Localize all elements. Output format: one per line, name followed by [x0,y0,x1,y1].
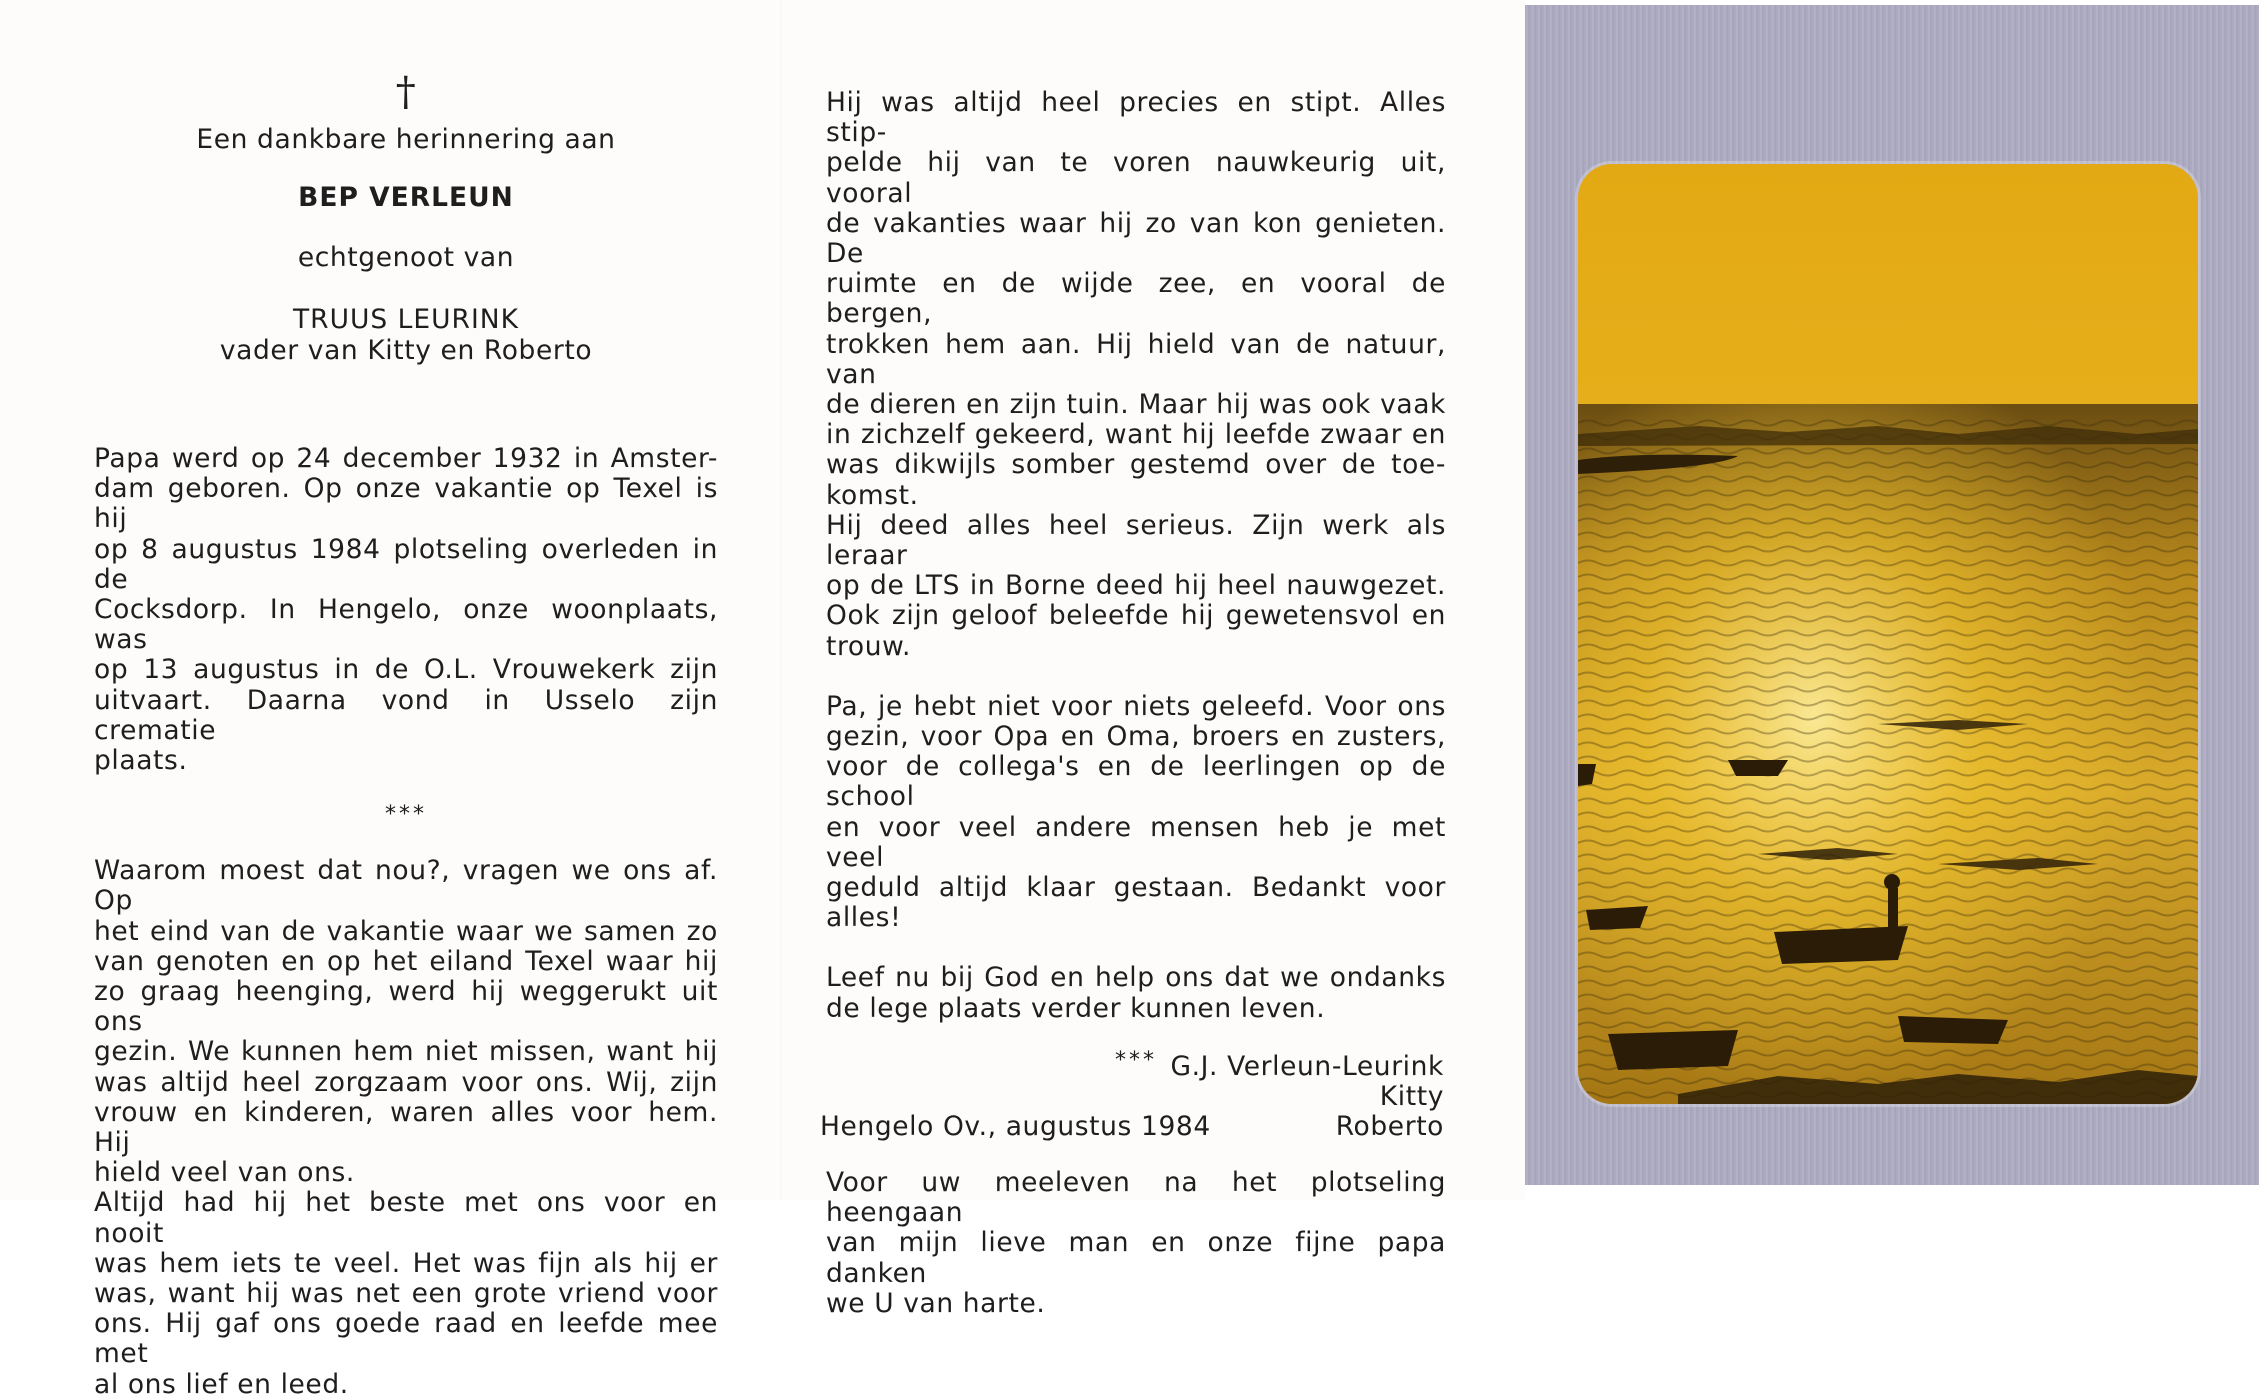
text-line: de dieren en zijn tuin. Maar hij was ook vaak [826,389,1446,421]
text-line: Leef nu bij God en help ons dat we ondanks [826,962,1446,994]
biography-paragraph [94,444,718,776]
text-line: zo graag heenging, werd hij weggerukt uit ons [94,976,718,1038]
boat [1608,1030,1738,1070]
sunset-boats-photo [1578,164,2198,1104]
signer-child-1: Kitty [1379,1081,1444,1112]
text-line: Cocksdorp. In Hengelo, onze woonplaats, was [94,594,718,656]
prayer-paragraph [826,963,1446,1023]
thanks-paragraph [826,1168,1446,1319]
boat-with-fisherman [1774,926,1908,964]
text-line: alles! [826,902,902,934]
spouse-name: TRUUS LEURINK [293,304,519,335]
text-line: was, want hij was net een grote vriend voor [94,1278,718,1310]
signer-child-2: Roberto [1335,1111,1444,1142]
text-line: in zichzelf gekeerd, want hij leefde zwaar en [826,419,1446,451]
text-line: Voor uw meeleven na het plotseling heengaan [826,1166,1446,1229]
text-line: Hij was altijd heel precies en stipt. Alles stip- [826,87,1446,149]
text-line: we U van harte. [826,1287,1046,1319]
cross-icon: † [395,69,417,115]
boat [1728,760,1788,776]
text-line: op 13 augustus in de O.L. Vrouwekerk zijn [94,654,718,686]
text-line: gezin. We kunnen hem niet missen, want hij [94,1036,718,1068]
intro-line: Een dankbare herinnering aan [196,124,616,155]
text-line: pelde hij van te voren nauwkeurig uit, vooral [826,147,1446,209]
text-line: op de LTS in Borne deed hij heel nauwgezet. [826,570,1446,602]
text-line: van genoten en op het eiland Texel waar hij [94,945,718,977]
fisherman-head [1884,874,1900,890]
signature-block [820,1052,1444,1142]
boat [1898,1016,2008,1044]
text-line: gezin, voor Opa en Oma, broers en zusters, [826,721,1446,753]
text-line: Papa werd op 24 december 1932 in Amster- [94,443,718,474]
text-line: komst. [826,479,919,511]
text-line: was altijd heel zorgzaam voor ons. Wij, zijn [94,1066,718,1098]
text-line: al ons lief en leed. [94,1368,349,1400]
text-line: hield veel van ons. [94,1157,355,1189]
card-header [94,70,718,366]
text-line: uitvaart. Daarna vond in Usselo zijn crematie [94,684,718,746]
text-line: van mijn lieve man en onze fijne papa danken [826,1227,1446,1289]
text-line: de vakanties waar hij zo van kon genieten. De [826,207,1446,270]
left-page-text [94,444,718,1400]
text-line: het eind van de vakantie waar we samen zo [94,915,718,947]
text-line: ons. Hij gaf ons goede raad en leefde mee met [94,1308,718,1370]
text-line: Ook zijn geloof beleefde hij gewetensvol en [826,600,1446,632]
text-line: trokken hem aan. Hij hield van de natuur, van [826,328,1446,390]
place-date: Hengelo Ov., augustus 1984 [820,1111,1211,1142]
text-line: trouw. [826,630,911,662]
children-line: vader van Kitty en Roberto [219,335,593,366]
page-fold [780,0,782,1200]
text-line: was hem iets te veel. Het was fijn als hij er [94,1247,718,1279]
text-line: de lege plaats verder kunnen leven. [826,992,1326,1024]
remembrance-paragraph [94,856,718,1400]
boat [1586,906,1648,930]
text-line: en voor veel andere mensen heb je met veel [826,811,1446,873]
text-line: Altijd had hij het beste met ons voor en nooit [94,1187,718,1249]
water-ripples [1578,414,2198,1104]
sea-sunset-illustration [1578,164,2198,1104]
text-line: voor de collega's en de leerlingen op de school [826,751,1446,813]
signer-widow: G.J. Verleun-Leurink [1170,1051,1444,1082]
text-line: Pa, je hebt niet voor niets geleefd. Voor ons [826,690,1446,722]
text-line: ruimte en de wijde zee, en vooral de bergen, [826,268,1446,330]
text-line: Waarom moest dat nou?, vragen we ons af. Op [94,855,718,917]
spouse-of-label: echtgenoot van [297,242,515,273]
farewell-paragraph [826,692,1446,934]
text-line: vrouw en kinderen, waren alles voor hem. Hij [94,1096,718,1159]
fisherman [1888,888,1898,928]
text-line: plaats. [94,745,188,777]
text-line: Hij deed alles heel serieus. Zijn werk als leraar [826,509,1446,572]
text-line: dam geboren. Op onze vakantie op Texel is hij [94,473,718,535]
separator-stars: *** [1115,1047,1157,1073]
deceased-name: BEP VERLEUN [298,182,514,213]
text-line: op 8 augustus 1984 plotseling overleden in de [94,533,718,595]
separator-stars: *** [385,802,427,828]
text-line: was dikwijls somber gestemd over de toe- [826,449,1446,481]
text-line: geduld altijd klaar gestaan. Bedankt voor [826,872,1446,904]
character-paragraph [826,88,1446,662]
